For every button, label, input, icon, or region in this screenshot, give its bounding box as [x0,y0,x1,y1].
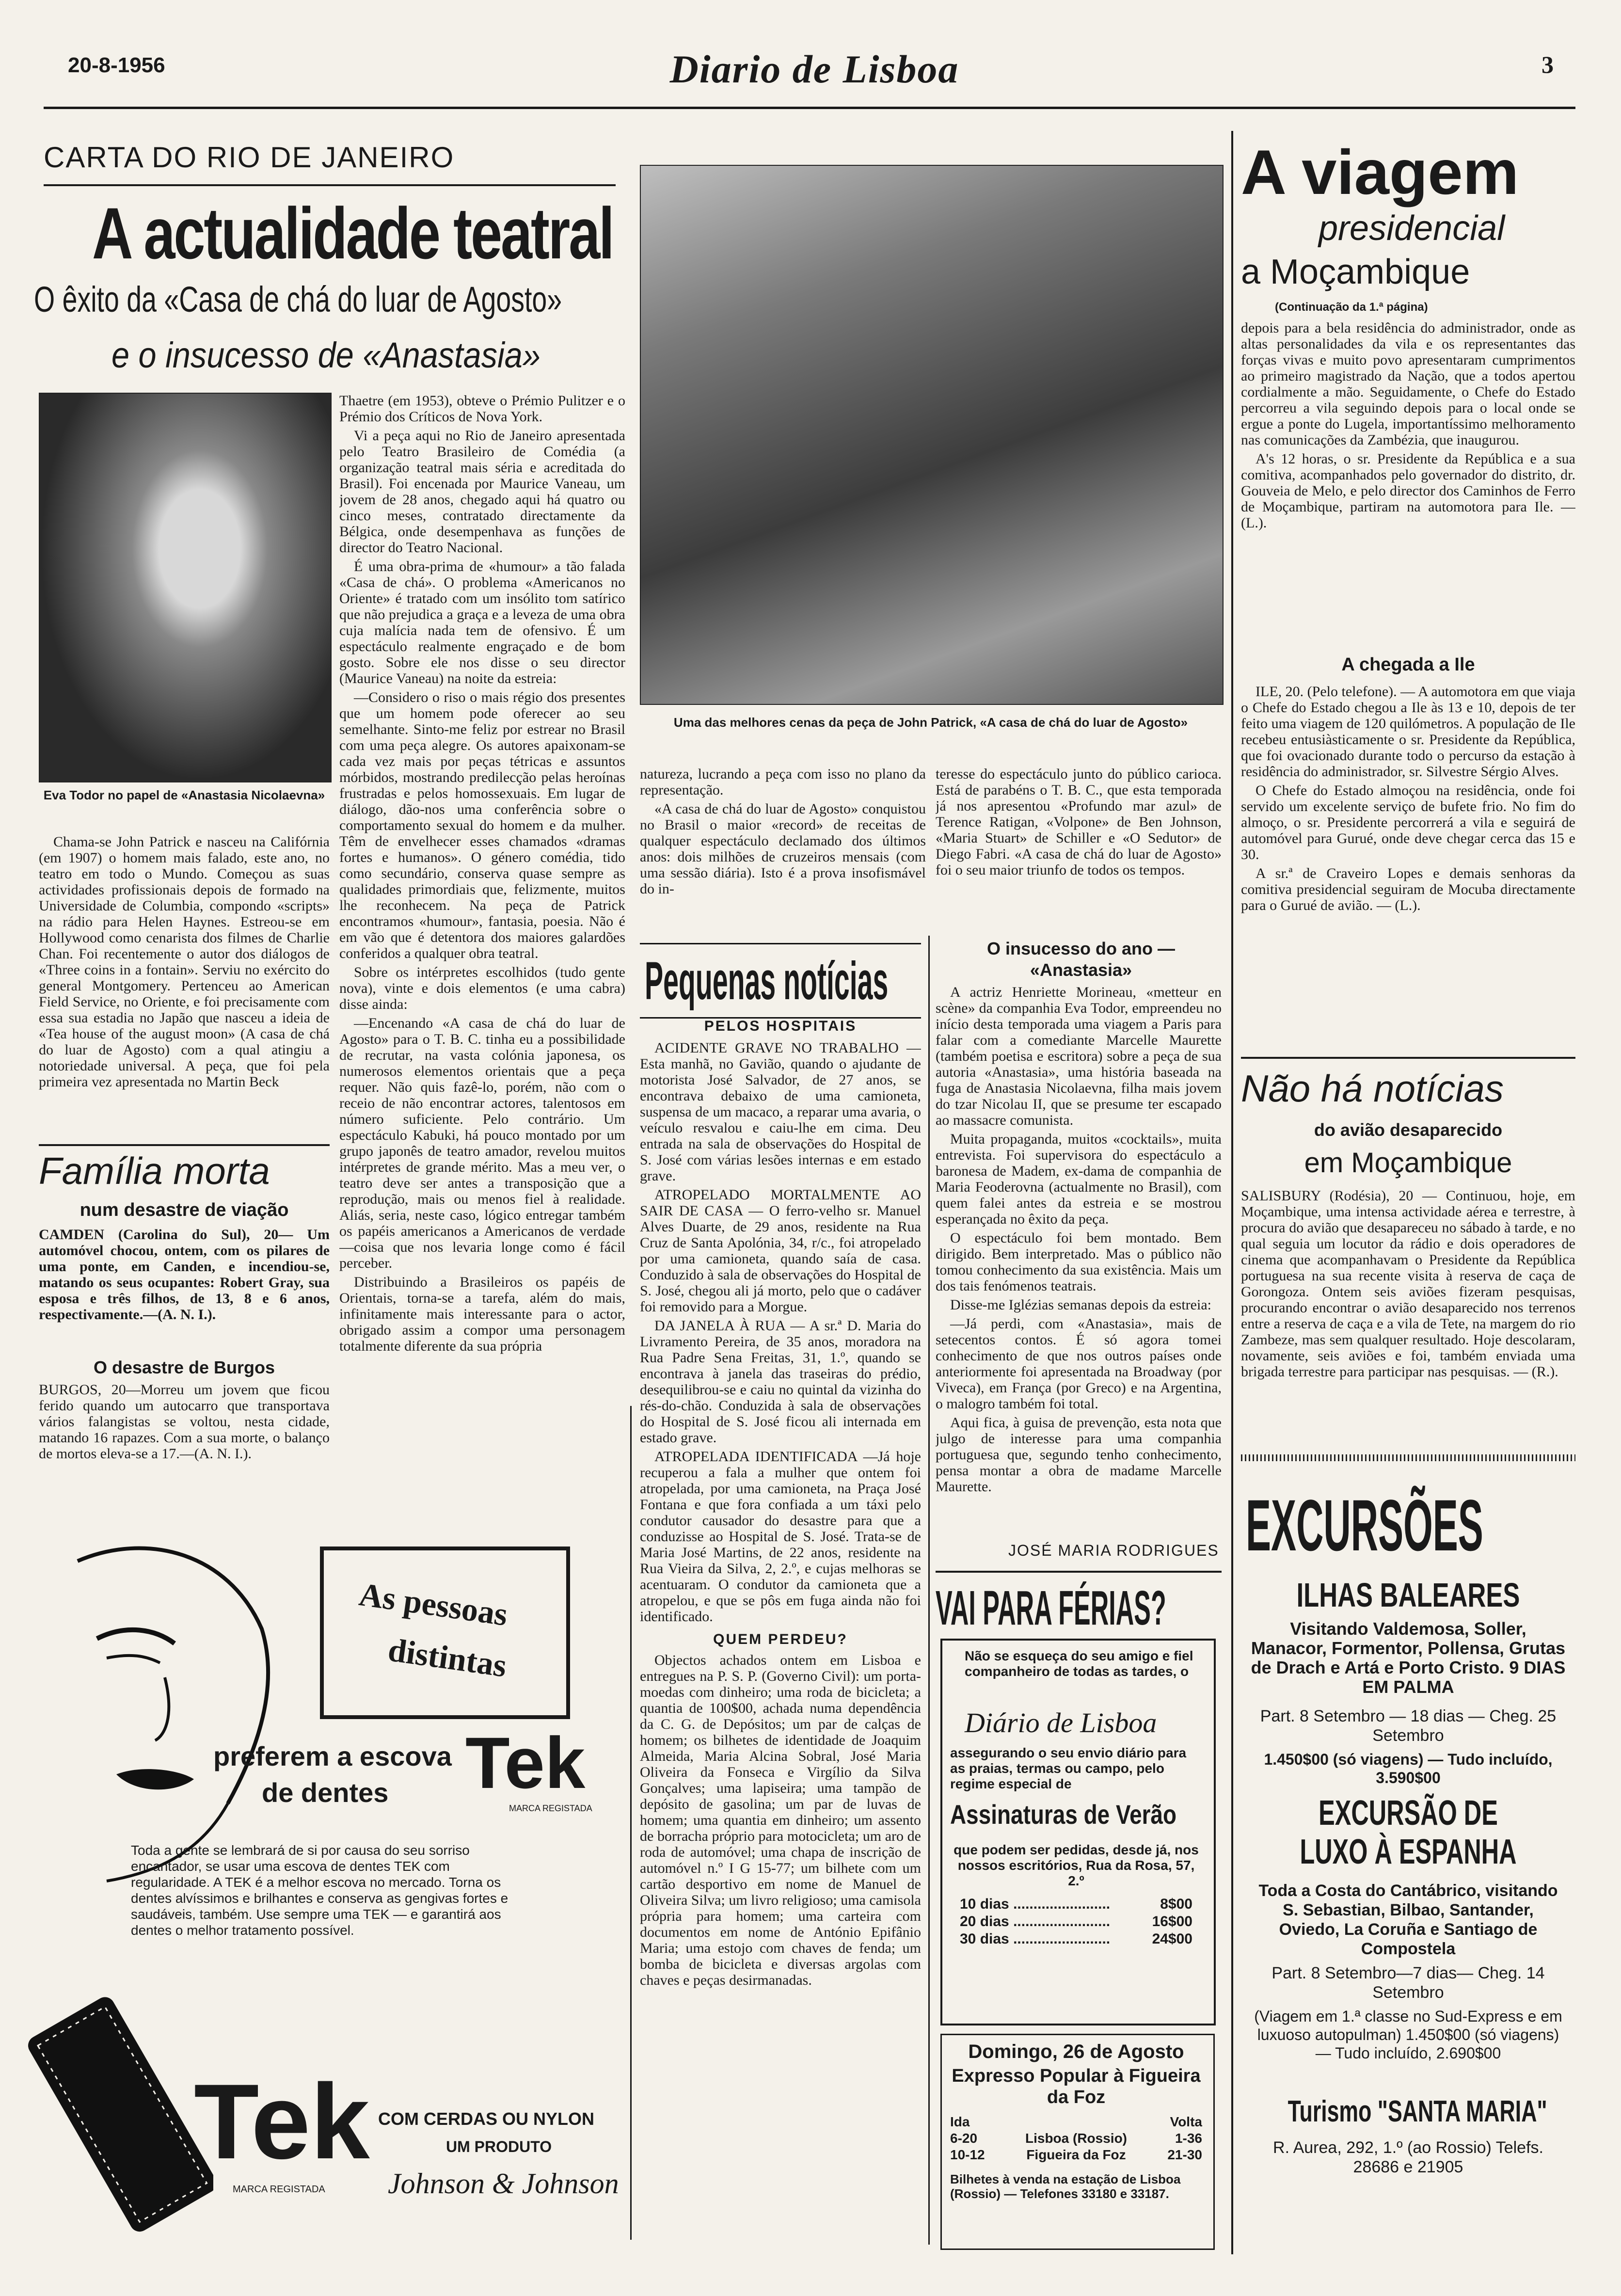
eva-todor-photo [39,393,332,782]
excursoes-text-1: Visitando Valdemosa, Soller, Manacor, Formentor, Pollensa, Grutas de Drach e Artá e Porto Cristo. 9 DIAS EM PALMA [1251,1619,1566,1697]
price-row: 20 dias ........................ 16$00 [960,1913,1192,1929]
price-row: 10 dias ........................ 8$00 [960,1896,1192,1912]
article-paragraph: Distribuindo a Brasileiros os papéis de Orientais, torna-se a tarefa, além do mais, infinitamente mais interessante para o actor, obrigado assim a compor uma personagem totalmente diferente da sua própria [339,1274,625,1354]
nao-ha-body: SALISBURY (Rodésia), 20 — Continuou, hoje, em Moçambique, uma intensa actividade aérea e terrestre, à procura do avião que desapareceu no sábado à tarde, e no qual seguia um locutor da rádio e dois operadores de cinema que acompanhavam o Presidente da República portuguesa na sua recente visita à reserva de caça de Gorongoza. Ontem seis aviões fizeram pesquisas, procurando encontrar o avião desaparecido nos terrenos entre a reserva de caça e a vila de Tete, na margem do rio Zambeze, mas sem qualquer resultado. Hoje descolaram, novamente, seis aviões e foi, também enviada uma brigada terrestre para participar nas pesquisas. — (R.). [1241,1188,1575,1380]
tek-produto: UM PRODUTO [446,2138,552,2155]
tek-bristles: COM CERDAS OU NYLON [378,2109,595,2129]
excursoes-address: R. Aurea, 292, 1.º (ao Rossio) Telefs. 28686 e 21905 [1273,2138,1543,2176]
viagem-subhead: A chegada a Ile [1341,654,1475,675]
familia-subhead: num desastre de viação [79,1200,289,1220]
familia-body: CAMDEN (Carolina do Sul), 20— Um automóvel chocou, ontem, com os pilares de uma ponte, em Canden, e incendiou-se, matando os seus ocupantes: Robert Gray, sua esposa e três filhos, de 13, 8 e 6 anos, respectivamente.—(A. N. I.). [39,1227,330,1323]
article-paragraph: Aqui fica, à guisa de prevenção, esta nota que julgo de interesse para uma companhia portuguesa que, segundo tenho conhecimento, pensa montar a obra de madame Marcelle Maurette. [936,1415,1222,1495]
familia-headline: Família morta [39,1149,270,1192]
insucesso-subhead: O insucesso do ano — «Anastasia» [986,939,1176,980]
article-paragraph: —Considero o riso o mais régio dos presentes que um homem pode oferecer ao seu semelhante. Sinto-me feliz por estrear no Brasil com uma peça alegre. Os autores apaixonam-se cada vez mais por peças tétricas e assuntos mórbidos, mostrando predilecção pelas heroínas frustradas e pelos homossexuais. Em lugar de diálogo, dão-nos uma conferência sobre o comportamento sexual do homem e da mulher. Têm de envelhecer esses chamados «dramas fortes e humanos». O género comédia, tido como secundário, conserva quase sempre as qualidades primordiais que, felizmente, muitos lhe reconhecem. Na peça de Patrick encontramos «humour», fantasia, poesia. Não é em vão que é detentora dos maiores galardões conferidos a qualquer obra teatral. [339,689,625,961]
tek-tagline-1: preferem a escova [213,1741,452,1771]
article-paragraph: A sr.ª de Craveiro Lopes e demais senhoras da comitiva presidencial seguiram de Mocuba directamente para o Gurué de avião. — (L.). [1241,865,1575,913]
ferias-prices [960,1896,1192,1948]
tek-tagline-2: de dentes [262,1777,389,1808]
ferias-rule [936,1571,1222,1573]
article-paragraph: depois para a bela residência do administrador, onde as altas personalidades da vila e os representantes das forças vivas e muito povo apresentaram cumprimentos ao primeiro magistrado da Nação, que a todos apertou cordialmente a mão. Seguidamente, o Chefe do Estado percorreu a vila seguindo depois para o local onde se ergue a ponte do Lugela, importantíssimo melhoramento nas comunicações da Zambézia, que inaugurou. [1241,320,1575,448]
nao-ha-subhead-2: em Moçambique [1304,1147,1512,1179]
tek-copy: Toda a gente se lembrará de si por causa do seu sorriso encantador, se usar uma escova de dentes TEK com regularidade. A TEK é a melhor escova no mercado. Torna os dentes alvíssimos e brilhantes e conserva as gengivas fortes e saudáveis, também. Use sempre uma TEK — e garantirá aos dentes o melhor tratamento possível. [131,1843,509,1938]
column-rule [1231,131,1233,2254]
teahouse-scene-caption: Uma das melhores cenas da peça de John Patrick, «A casa de chá do luar de Agosto» [673,715,1188,730]
article-paragraph: Muita propaganda, muitos «cocktails», muita entrevista. Foi supervisora do espectáculo a baronesa de Madem, ex-dama de companhia de Maria Feoderovna (actualmente no Brasil), com quem falei antes da estreia e se mostrou esperançada no êxito da peça. [936,1131,1222,1227]
masthead-title: Diario de Lisboa [669,47,959,91]
excursoes-text-2: Toda a Costa do Cantábrico, visitando S. Sebastian, Bilbao, Santander, Oviedo, La Coruña e Santiago de Compostela [1258,1881,1558,1958]
masthead-date: 20-8-1956 [68,53,165,77]
nao-ha-subhead-1: do avião desaparecido [1314,1120,1503,1140]
excursoes-dates-1: Part. 8 Setembro — 18 dias — Cheg. 25 Setembro [1260,1707,1557,1745]
article-paragraph: O espectáculo foi bem montado. Bem dirigido. Bem interpretado. Mas o público não tomou conhecimento da sua existência. Mais um dos tais fenómenos teatrais. [936,1230,1222,1294]
tek-maker: Johnson & Johnson [388,2168,619,2200]
excursoes-price-1: 1.450$00 (só viagens) — Tudo incluído, 3.590$00 [1264,1751,1553,1786]
expresso-footer: Bilhetes à venda na estação de Lisboa (Rossio) — Telefones 33180 e 33187. [950,2172,1181,2201]
familia-rule [39,1144,330,1146]
article-paragraph: Disse-me Iglézias semanas depois da estreia: [950,1297,1211,1313]
timetable-row: 6-20 Lisboa (Rossio) 1-36 [950,2131,1202,2146]
pequenas-section-hospitais: PELOS HOSPITAIS [704,1018,857,1034]
kicker-rule [44,184,616,186]
article-col-4 [936,766,1222,936]
article-col-3 [640,766,926,955]
excursoes-dates-2: Part. 8 Setembro—7 dias— Cheg. 14 Setembro [1271,1964,1545,2002]
excursoes-sub: ILHAS BALEARES [1296,1576,1520,1614]
ferias-assure: assegurando o seu envio diário para as praias, termas ou campo, pelo regime especial de [950,1745,1187,1791]
tek-bubble [320,1547,570,1719]
article-paragraph: —Já perdi, com «Anastasia», mais de setecentos contos. É só agora tomei conhecimento de que nos outros países onde anteriormente foi apresentada na Broadway (por Viveca), em França (por Greco) e na Argentina, o malogro também foi total. [936,1316,1222,1412]
article-paragraph: natureza, lucrando a peça com isso no plano da representação. [640,766,926,798]
news-item: ATROPELADO MORTALMENTE AO SAIR DE CASA — O ferro-velho sr. Manuel Alves Duarte, de 29 anos, residente na Rua Cruz de Santa Apolónia, 34, r/c., foi atropelado por uma camioneta, quando saía de casa. Conduzido à sala de observações do Hospital de S. José, chegou ali já morto, pelo que o cadáver foi removido para a Morgue. [640,1187,921,1315]
expresso-timetable [950,2114,1202,2163]
column-rule [928,936,930,2245]
tek-bubble-line-2: distintas [385,1631,509,1684]
nao-ha-rule [1241,1057,1575,1059]
viagem-headline-3: a Moçambique [1241,253,1470,291]
article-paragraph: «A casa de chá do luar de Agosto» conquistou no Brasil o maior «record» de receitas de qualquer espectáculo declamado dos últimos anos: dois milhões de cruzeiros mensais (com uma sessão diária). Isto é a prova insofismável do in- [640,801,926,897]
ferias-request: que podem ser pedidas, desde já, nos nossos escritórios, Rua da Rosa, 57, 2.º [954,1842,1199,1888]
timetable-row: 10-12 Figueira da Foz 21-30 [950,2147,1202,2162]
ferias-paper: Diário de Lisboa [965,1707,1157,1738]
tek-ad [19,1513,635,2274]
viagem-headline-1: A viagem [1241,137,1519,207]
article-paragraph: Vi a peça aqui no Rio de Janeiro apresentada pelo Teatro Brasileiro de Comédia (a organização teatral mais séria e acreditada do Brasil). Foi encenada por Maurice Vaneau, um jovem de 28 anos, chegado aqui há quatro ou cinco meses, contratado directamente da Bélgica, onde desempenhava as funções de director do Teatro Nacional. [339,428,625,556]
timetable-head: Ida Volta [950,2114,1202,2129]
ferias-headline: VAI PARA FÉRIAS? [936,1581,1166,1635]
viagem-continuation: (Continuação da 1.ª página) [1275,301,1428,314]
excursoes-agency: Turismo "SANTA MARIA" [1287,2095,1547,2128]
ferias-note: Não se esqueça do seu amigo e fiel companheiro de todas as tardes, o [965,1648,1193,1679]
news-item: DA JANELA À RUA — A sr.ª D. Maria do Livramento Pereira, de 35 anos, moradora na Rua Padre Sena Freitas, 31, 1.º, quando se encontrava à janela das traseiras do prédio, desequilibrou-se e caiu no quintal da vizinha do rés-do-chão. Conduzida à sala de observações do Hospital de S. José ficou ali internada em estado grave. [640,1318,921,1446]
article-paragraph: A actriz Henriette Morineau, «metteur en scène» da companhia Eva Todor, empreendeu no início desta temporada uma viagem a Paris para falar com a comediante Marcelle Maurette (também poetisa e escritora) sobre a peça de sua autoria «Anastasia», uma história baseada na fuga de Anastasia Nicolaevna, filha mais jovem do tzar Nicolau II, que se presume ter escapado ao massacre comunista. [936,984,1222,1128]
expresso-subtitle: Expresso Popular à Figueira da Foz [952,2066,1201,2107]
article-col-1 [39,834,330,1134]
page-number: 3 [1542,51,1554,78]
price-row: 30 dias ........................ 24$00 [960,1931,1192,1947]
pequenas-section-perdeu: QUEM PERDEU? [713,1631,848,1647]
article-paragraph: Chama-se John Patrick e nasceu na Califórnia (em 1907) o homem mais falado, este ano, no teatro em todo o Mundo. Começou as suas actividades profissionais depois de formado na Universidade de Columbia, compondo «scripts» na rádio para Helen Haynes. Estreou-se em Hollywood como cenarista dos filmes de Charlie Chan. Foi recentemente o autor dos diálogos de «Three coins in a fontain». Serviu no exército do general Montgomery. Pertenceu ao American Field Service, no Oriente, e foi precisamente com essa sua estadia no Japão que nasceu a ideia de «Tea house of the august moon» (A casa de chá do luar de Agosto) com a qual atingiu a notoriedade universal. A peça, que foi pela primeira vez apresentada no Martin Beck [39,834,330,1090]
nao-ha-headline: Não há notícias [1241,1067,1504,1110]
tek-logo-top: Tek [465,1722,586,1803]
article-paragraph: —Encenando «A casa de chá do luar de Agosto» para o T. B. C. tinha eu a possibilidade de recrutar, na vasta colónia japonesa, os numerosos elementos orientais que a peça requer. Não quis fazê-lo, porém, não com o receio de não encontrar actores, talentosos em número suficiente. Pelo contrário. Um espectáculo Kabuki, há pouco montado por um grupo japonês de teatro amador, revelou muitos intérpretes de grande mérito. Mas a meu ver, o teatro deve ser antes a transposição que a reprodução, mais ou menos fiel à realidade. Aliás, seria, neste caso, lógico entregar também os papéis americanos a Americanos de verdade—coisa que nos levaria longe como é fácil perceber. [339,1015,625,1271]
pequenas-headline: Pequenas notícias [645,951,889,1011]
news-item: ACIDENTE GRAVE NO TRABALHO — Esta manhã, no Gavião, quando o ajudante de motorista José Salvador, de 27 anos, se encontrava debaixo de uma camioneta, suspensa de um macaco, a reparar uma avaria, o veículo resvalou e caiu-lhe em cima. Deu entrada na sala de observações do Hospital de S. José com várias lesões internas e em estado grave. [640,1040,921,1184]
article-paragraph: É uma obra-prima de «humour» a tão falada «Casa de chá». O problema «Americanos no Oriente» é tratado com um insólito tom satírico que não prejudica a graça e a leveza de uma obra cuja malícia nada tem de ofensivo. É um espectáculo realmente engraçado e de bom gosto. Sobre ele nos disse o seu director (Maurice Vaneau) na noite da estreia: [339,558,625,686]
article-col-2 [339,393,625,1377]
ferias-box [940,1639,1216,2025]
column-rule [630,1406,632,2240]
viagem-headline-2: presidencial [1319,209,1505,248]
article-subhead-2: e o insucesso de «Anastasia» [111,335,540,375]
excursoes-text-3: (Viagem em 1.ª classe no Sud-Express e em luxuoso autopulman) 1.450$00 (só viagens) — Tudo incluído, 2.690$00 [1254,2008,1562,2062]
article-paragraph: Sobre os intérpretes escolhidos (tudo gente nova), vinte e dois elementos (e uma cabra) disse ainda: [339,964,625,1012]
news-item: ATROPELADA IDENTIFICADA —Já hoje recuperou a fala a mulher que ontem foi atropelada, por uma camioneta, na Praça José Fontana e que fora confiada a um táxi pelo condutor causador do desastre para que a conduzisse ao Hospital de S. José. Trata-se de Maria José Martins, de 22 anos, residente na Rua Vieira da Silva, 2, 2.º, e cujas melhoras se acentuaram. O condutor da camioneta que a atropelou, e que se pôs em fuga ainda não foi identificado. [640,1449,921,1625]
news-item: Objectos achados ontem em Lisboa e entregues na P. S. P. (Governo Civil): um porta-moedas com dinheiro; uma roda de bicicleta; a quantia de 100$00, achada numa dependência da C. G. de Depósitos; um par de calças de homem; os bilhetes de identidade de Joaquim Almeida, Maria Alcina Sobral, José Maria Oliveira da Fonseca e Virgílio da Silva Gonçalves; uma lapiseira; uma tampão de depósito de gasolina; um par de luvas de homem; uma quantia em dinheiro; um assento de borracha próprio para motocicleta; um aro de roda de automóvel; uma chapa de inscrição de automóvel n.º I G 15-77; um bilhete com um cartão desportivo em nome de Manuel de Oliveira Silva; um livro religioso; uma camisola própria para homem; uma carteira com documentos em nome de António Epifânio Maria; uma estojo com chaves de fenda; um bomba de bicicleta e diversas argolas com chaves e peças desirmanadas. [640,1652,921,1988]
divider-stripes [1241,1454,1575,1461]
toothbrush-illustration [19,1988,213,2259]
article-paragraph: ILE, 20. (Pelo telefone). — A automotora em que viaja o Chefe do Estado chegou a Ile às 13 e 10, depois de ter feito uma viagem de 120 quilómetros. A população de Ile recebeu entusiàsticamente o sr. Presidente da República, que foi ovacionado durante todo o percurso da estação à residência do administrador, sr. Silvestre Sérgio Alves. [1241,684,1575,780]
tek-bubble-line-1: As pessoas [357,1575,510,1633]
article-byline: JOSÉ MARIA RODRIGUES [1008,1542,1219,1559]
article-kicker: CARTA DO RIO DE JANEIRO [44,141,455,174]
tek-logo-bottom-sub: MARCA REGISTADA [233,2184,325,2195]
article-col-4b [936,984,1222,1537]
teahouse-scene-photo [640,165,1224,705]
article-paragraph: teresse do espectáculo junto do público carioca. Está de parabéns o T. B. C., que esta temporada já nos apresentou «Profundo mar azul» de Terence Ratigan, «Volpone» de Ben Johnson, «Maria Stuart» de Schiller e «O Sedutor» de Diego Fabri. «A casa de chá do luar de Agosto» foi o seu maior triunfo de todos os tempos. [936,766,1222,878]
article-headline: A actualidade teatral [92,192,613,274]
viagem-body-2 [1241,684,1575,1062]
familia-subhead-2: O desastre de Burgos [93,1357,275,1377]
tek-logo-top-sub: MARCA REGISTADA [509,1803,592,1813]
excursoes-headline: EXCURSÕES [1246,1484,1483,1566]
familia-body-2: BURGOS, 20—Morreu um jovem que ficou ferido quando um autocarro que transportava vários falangistas se voltou, nesta cidade, matando 16 rapazes. Com a sua morte, o balanço de mortos eleva-se a 17.—(A. N. I.). [39,1382,330,1462]
eva-todor-caption: Eva Todor no papel de «Anastasia Nicolaevna» [43,788,325,802]
article-subhead-1: O êxito da «Casa de chá do luar de Agosto» [34,279,562,319]
article-paragraph: O Chefe do Estado almoçou na residência, onde foi servido um excelente serviço de bufete frio. No fim do almoço, o sr. Presidente percorrerá a vila e seguirá de automóvel para Gurué, onde deve chegar cerca das 15 e 30. [1241,782,1575,862]
article-paragraph: Thaetre (em 1953), obteve o Prémio Pulitzer e o Prémio dos Críticos de Nova York. [339,393,625,425]
pequenas-body [640,1040,921,2252]
article-paragraph: A's 12 horas, o sr. Presidente da República e a sua comitiva, acompanhados pelo governador do distrito, dr. Gouveia de Melo, e pelo director dos Caminhos de Ferro de Moçambique, partiram na automotora para Ile. — (L.). [1241,451,1575,531]
excursoes-headline-2: EXCURSÃO DE LUXO À ESPANHA [1300,1794,1517,1871]
expresso-title: Domingo, 26 de Agosto [968,2041,1184,2062]
masthead-rule [44,107,1575,109]
ferias-assinaturas: Assinaturas de Verão [950,1799,1177,1830]
tek-logo-bottom: Tek [194,2062,370,2181]
viagem-body [1241,320,1575,650]
